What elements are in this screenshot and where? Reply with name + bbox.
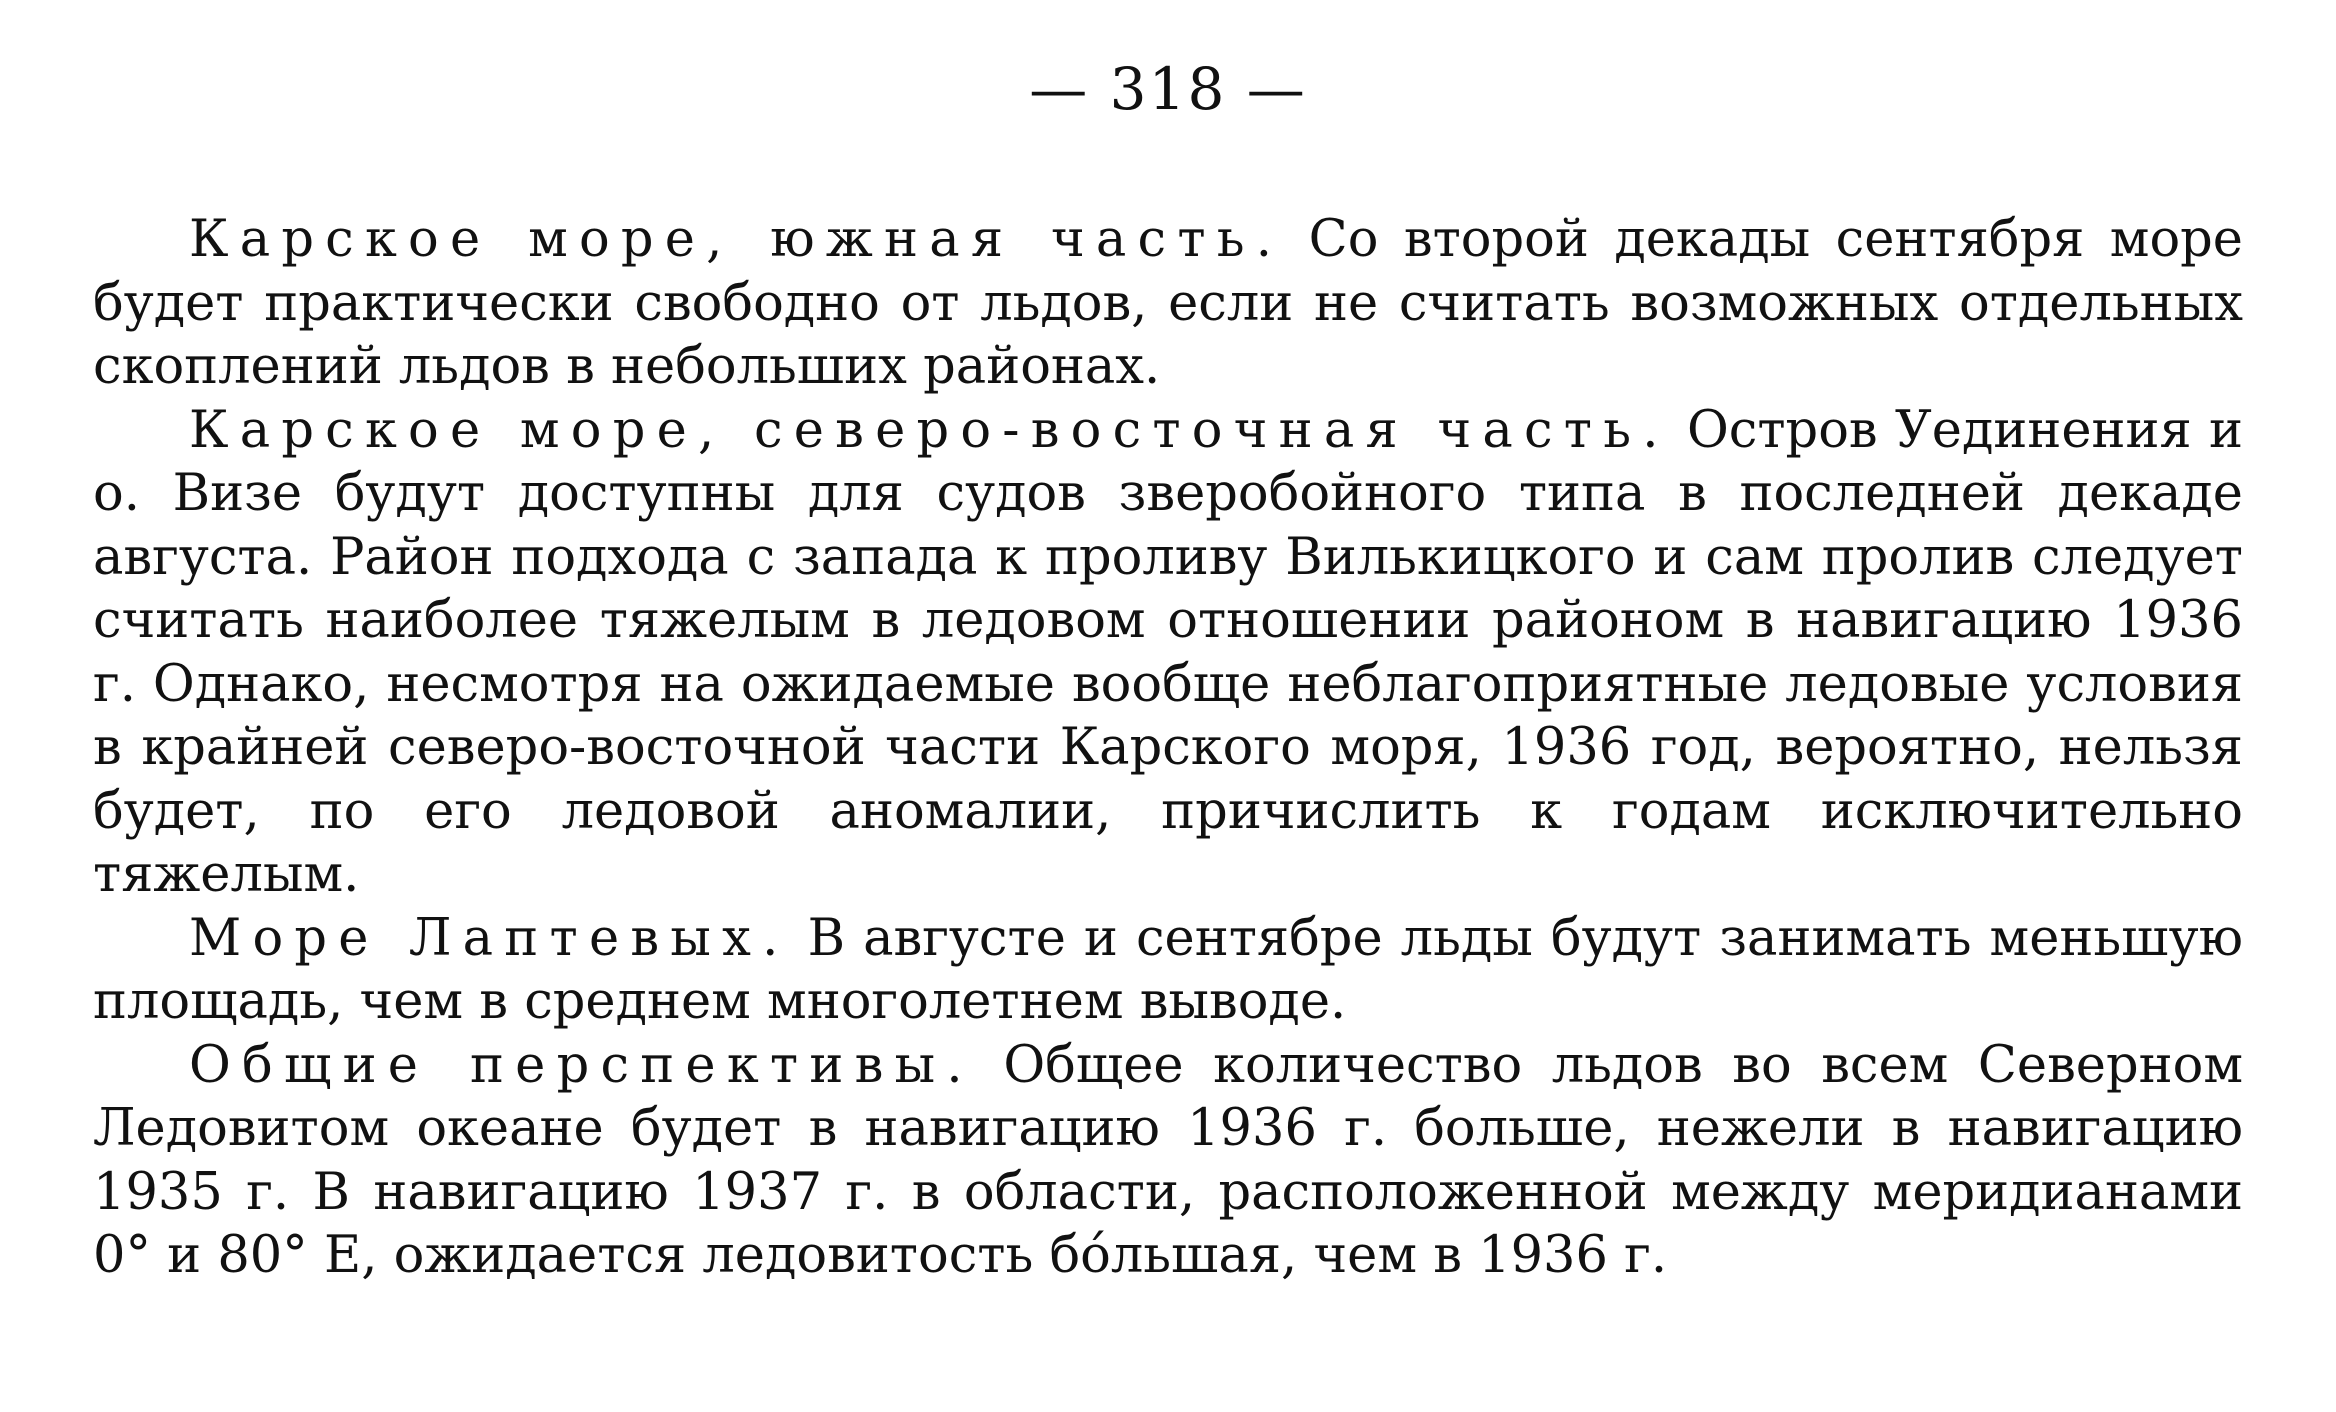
paragraph-heading: Море Лаптевых. [189,908,790,968]
paragraph-kara-sea-northeast [93,399,2243,907]
page-number: — 318 — [1029,55,1307,123]
paragraph-general-outlook [93,1034,2243,1288]
paragraph-laptev-sea [93,907,2243,1034]
paragraph-heading: Общие перспективы. [189,1035,974,1095]
body-text [93,208,2243,1288]
paragraph-text: Остров Уединения и о. Визе будут доступны для судов зверобойного типа в последней декаде августа. Район подхода с запада к проливу Вилькицкого и сам пролив следует считать наиболее тяжелым в ледовом отношении районом в навигацию 1936 г. Однако, несмотря на ожидаемые вообще неблагоприятные ледовые условия в крайней северо-восточной части Карского моря, 1936 год, вероятно, нельзя будет, по его ледовой аномалии, причислить к годам исключительно тяжелым. [93,400,2244,904]
paragraph-kara-sea-south [93,208,2243,399]
paragraph-text: В августе и сентябре льды будут занимать меньшую площадь, чем в среднем многолетнем выводе. [93,908,2243,1031]
paragraph-text: Со второй декады сентября море будет практически свободно от льдов, если не считать возможных отдельных скоплений льдов в небольших районах. [93,210,2243,396]
paragraph-heading: Карское море, северо-восточная часть. [189,400,1670,460]
paragraph-heading: Карское море, южная часть. [189,210,1284,269]
paragraph-text: Общее количество льдов во всем Северном Ледовитом океане будет в навигацию 1936 г. больше, нежели в навигацию 1935 г. В навигацию 1937 г. в области, расположенной между меридианами 0° и 80° Е, ожидается ледовитость бóльшая, чем в 1936 г. [93,1035,2243,1285]
